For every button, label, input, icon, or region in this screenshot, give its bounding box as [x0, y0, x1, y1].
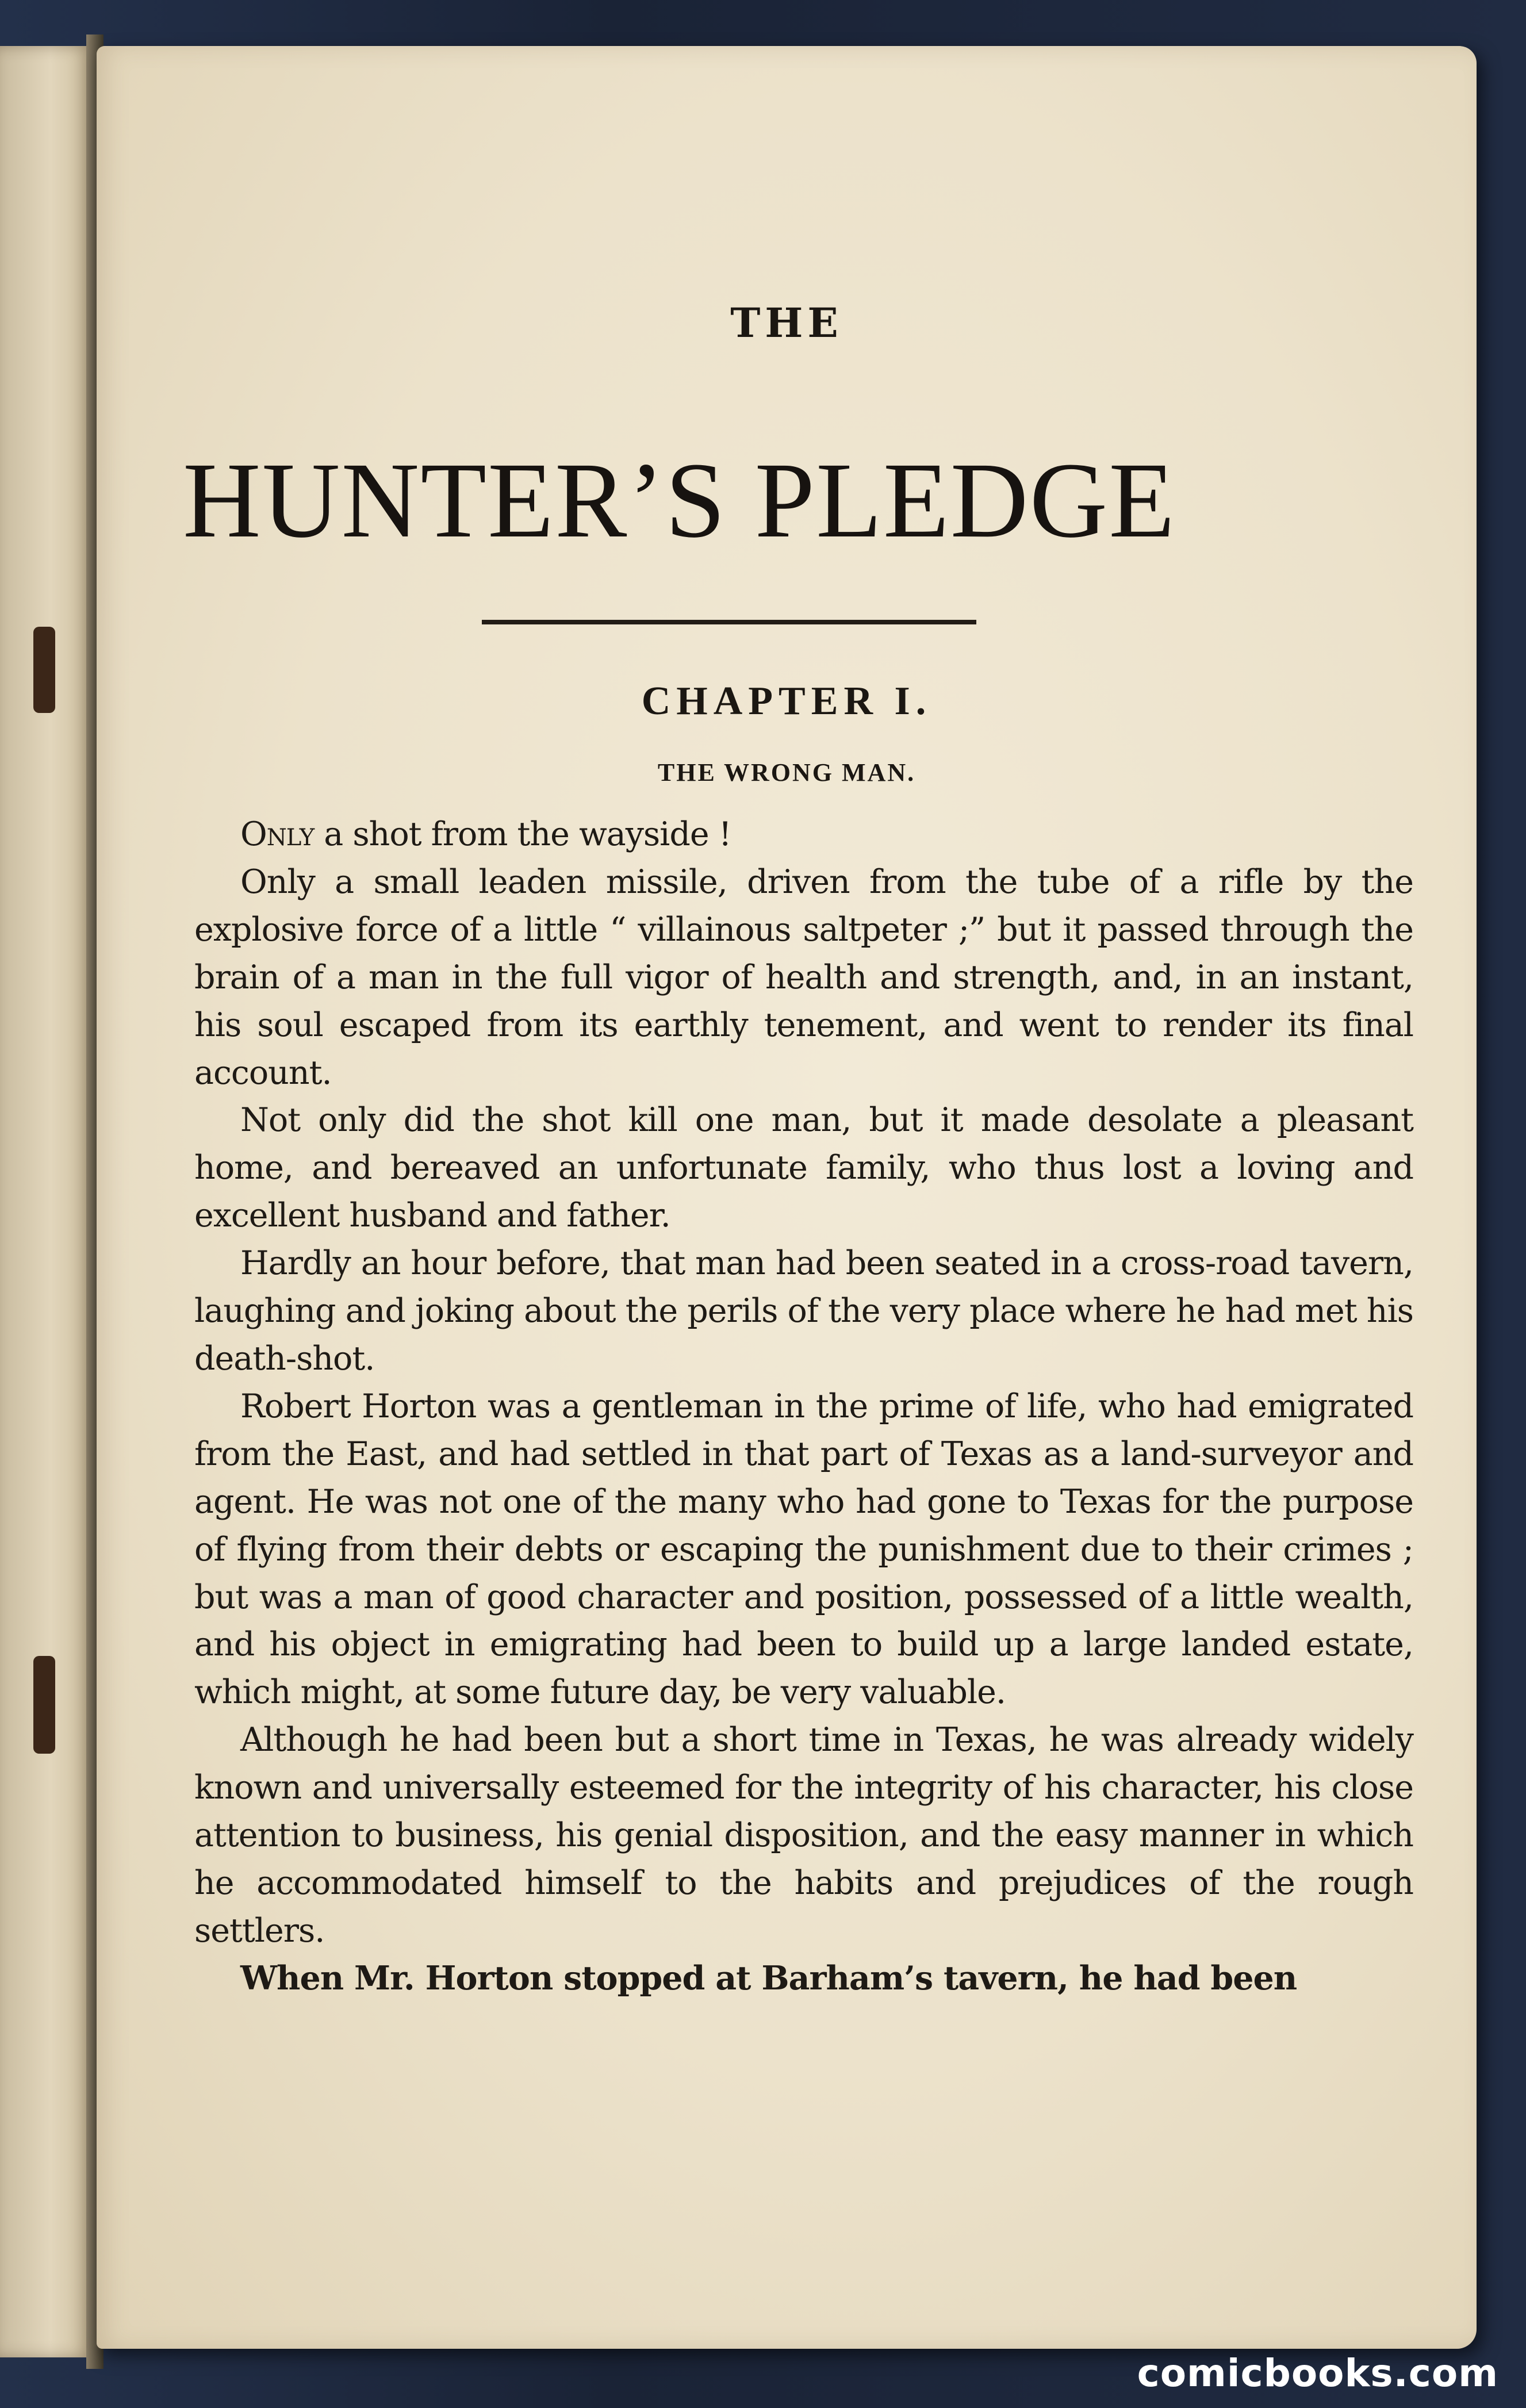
pre-title: THE: [730, 299, 843, 347]
page-content: [97, 0, 1477, 2303]
paragraph-text: Robert Horton was a gentleman in the prime of life, who had emigrated from the East, and had settled in that part of Texas as a land-surveyor and agent. He was not one of the many who had gone to Texas for the purpose of flying from their debts or escaping the punishment due to their crimes ; but was a man of good character and position, possessed of a little wealth, and his object in emigrating had been to build up a large landed estate, which might, at some future day, be very valuable.: [194, 1387, 1413, 1712]
paragraph-1: [194, 811, 1413, 858]
previous-page-edge: [0, 46, 92, 2357]
binding-stitch-bottom: [33, 1656, 55, 1754]
book-title: HUNTER’S PLEDGE: [183, 440, 1176, 560]
paragraph-6: [194, 1716, 1413, 1955]
paragraph-text: When Mr. Horton stopped at Barham’s tavern, he had been: [240, 1958, 1297, 1997]
paragraph-3: [194, 1096, 1413, 1240]
chapter-heading: CHAPTER I.: [641, 679, 932, 723]
paragraph-7: [194, 1955, 1413, 2003]
paragraph-5: [194, 1383, 1413, 1716]
chapter-title: THE WRONG MAN.: [657, 758, 916, 787]
paragraph-text: Hardly an hour before, that man had been seated in a cross-road tavern, laughing and joking about the perils of the very place where he had met his death-shot.: [194, 1244, 1413, 1378]
paragraph-2: [194, 858, 1413, 1097]
paragraph-text: Only a small leaden missile, driven from the tube of a rifle by the explosive force of a little “ villainous saltpeter ;” but it passed through the brain of a man in the full vigor of health and strength, and, in an instant, his soul escaped from its earthly tenement, and went to render its final account.: [194, 862, 1413, 1092]
binding-stitch-top: [33, 627, 55, 713]
paragraph-text: Not only did the shot kill one man, but it made desolate a pleasant home, and bereaved an unfortunate family, who thus lost a loving and excellent husband and father.: [194, 1101, 1413, 1235]
paragraph-text: a shot from the wayside !: [314, 815, 731, 853]
chapter-body: [194, 811, 1413, 2003]
paragraph-text: Although he had been but a short time in Texas, he was already widely known and universally esteemed for the integrity of his character, his close attention to business, his genial disposition, and the easy manner in which he accommodated himself to the habits and prejudices of the rough settlers.: [194, 1721, 1413, 1950]
title-rule: [482, 620, 976, 624]
site-watermark: comicbooks.com: [1137, 2351, 1498, 2395]
paragraph-4: [194, 1240, 1413, 1383]
paragraph-lead: Only: [240, 815, 315, 853]
